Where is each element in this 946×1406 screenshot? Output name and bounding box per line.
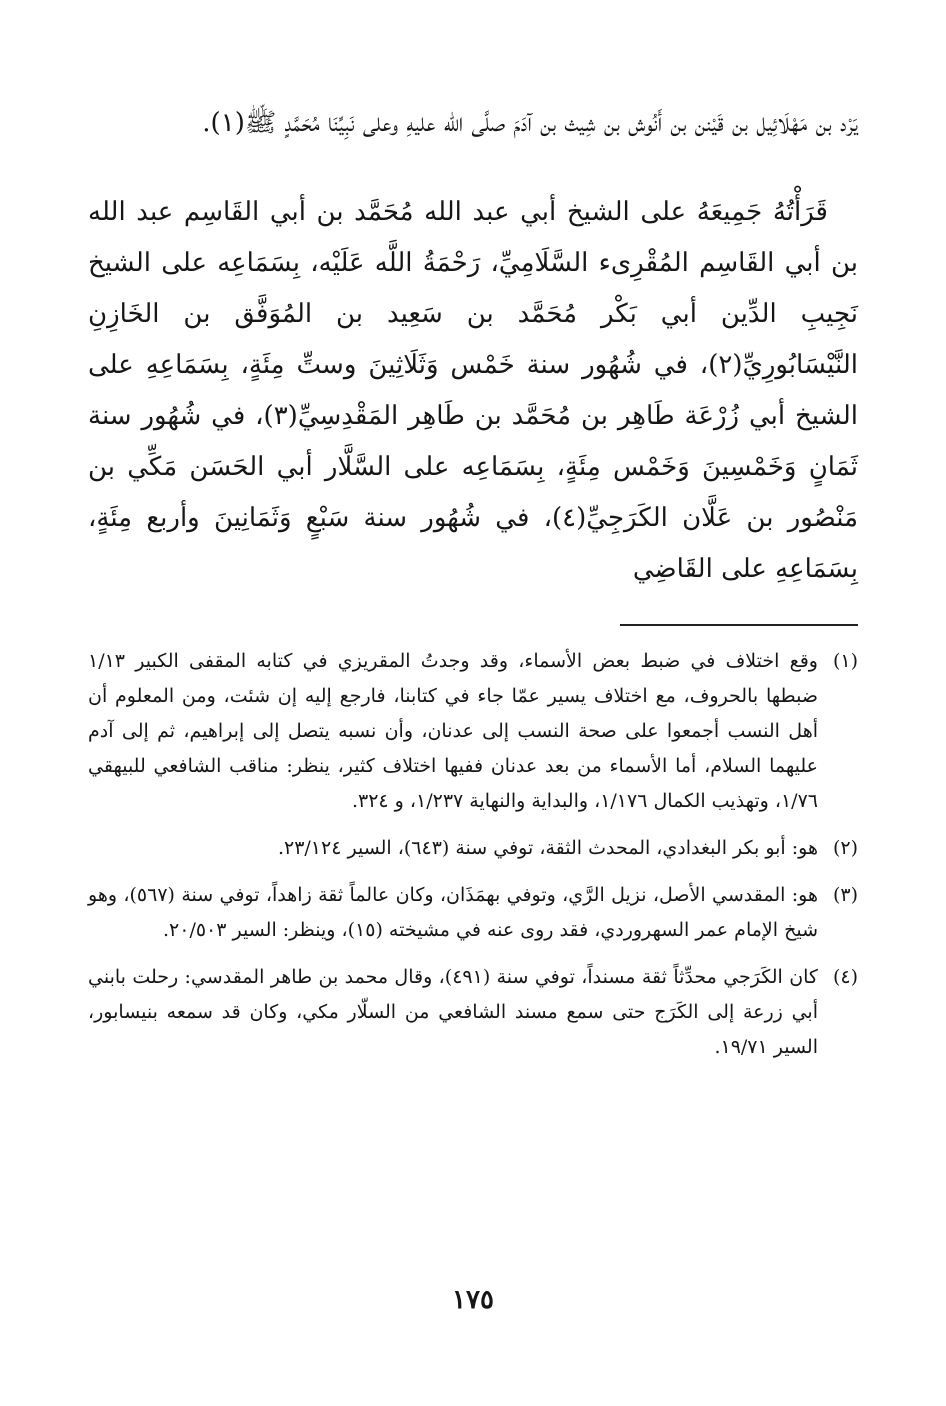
footnote-1 bbox=[88, 644, 858, 819]
footnote-2 bbox=[88, 831, 858, 866]
footnote-number: (٤) bbox=[832, 966, 858, 988]
footnote-text: كان الكَرَجي محدِّثاً ثقة مسنداً، توفي سنة (٤٩١)، وقال محمد بن طاهر المقدسي: رحلت بابني أبي زرعة إلى الكَرَج حتى سمع مسند الشافعي من السلّار مكي، وكان قد سمعه بنيسابور، السير ١٩/٧١. bbox=[88, 966, 818, 1058]
footnote-number: (٣) bbox=[832, 884, 858, 906]
footnote-text: وقع اختلاف في ضبط بعض الأسماء، وقد وجدتُ المقريزي في كتابه المقفى الكبير ١/١٣ ضبطها بالحروف، مع اختلاف يسير عمّا جاء في كتابنا، فارجع إليه إن شئت، ومن المعلوم أن أهل النسب أجمعوا على صحة النسب إلى عدنان، وأن نسبه يتصل إلى إبراهيم، ثم إلى آدم عليهما السلام، أما الأسماء من بعد عدنان ففيها اختلاف كثير، ينظر: مناقب الشافعي للبيهقي ١/٧٦، وتهذيب الكمال ١/١٧٦، والبداية والنهاية ١/٢٣٧، و ٣٢٤. bbox=[88, 650, 818, 812]
page-number: ١٧٥ bbox=[452, 1285, 494, 1315]
footnotes bbox=[88, 644, 858, 1077]
footnote-text: هو: المقدسي الأصل، نزيل الرَّي، وتوفي بهمَذَان، وكان عالماً ثقة زاهداً، توفي سنة (٥٦٧)، وهو شيخ الإمام عمر السهروردي، فقد روى عنه في مشيخته (١٥)، وينظر: السير ٢٠/٥٠٣. bbox=[88, 884, 818, 941]
main-paragraph-1: يَرْد بن مَهْلَائِيل بن قَيْنن بن أَنُوش بن شِيث بن آدَمَ صلَّى الله عليهِ وعلى نَبِيِّنَا مُحَمَّدٍ ﷺ(١). bbox=[202, 108, 858, 138]
footnote-3 bbox=[88, 878, 858, 948]
footnote-number: (١) bbox=[832, 650, 858, 672]
main-paragraph-2: قَرَأْتُهُ جَمِيعَهُ على الشيخ أبي عبد الله مُحَمَّد بن أبي القَاسِم عبد الله بن أبي القَاسِم المُقْرِىء السَّلَامِيِّ، رَحْمَةُ اللَّه عَلَيْه، بِسَمَاعِه على الشيخ نَجِيبِ الدِّين أبي بَكْر مُحَمَّد بن سَعِيد بن المُوَفَّق بن الخَازِنِ النَّيْسَابُورِيِّ(٢)، في شُهُور سنة خَمْس وَثَلَاثِينَ وستِّ مِئَةٍ، بِسَمَاعِهِ على الشيخ أبي زُرْعَة طَاهِر بن مُحَمَّد بن طَاهِر المَقْدِسِيِّ(٣)، في شُهُور سنة ثَمَانٍ وَخَمْسِينَ وَخَمْس مِئَةٍ، بِسَمَاعِه على السَّلَّار أبي الحَسَن مَكِّي بن مَنْصُور بن عَلَّان الكَرَجِيِّ(٤)، في شُهُور سنة سَبْعٍ وَثَمَانِينَ وأربع مِئَةٍ، بِسَمَاعِهِ على القَاضِي bbox=[88, 197, 858, 584]
footnote-divider bbox=[620, 624, 858, 626]
book-page bbox=[88, 98, 858, 1058]
footnote-text: هو: أبو بكر البغدادي، المحدث الثقة، توفي سنة (٦٤٣)، السير ٢٣/١٢٤. bbox=[277, 837, 818, 859]
footnote-number: (٢) bbox=[832, 837, 858, 859]
footnote-4 bbox=[88, 960, 858, 1065]
main-text bbox=[88, 98, 858, 595]
